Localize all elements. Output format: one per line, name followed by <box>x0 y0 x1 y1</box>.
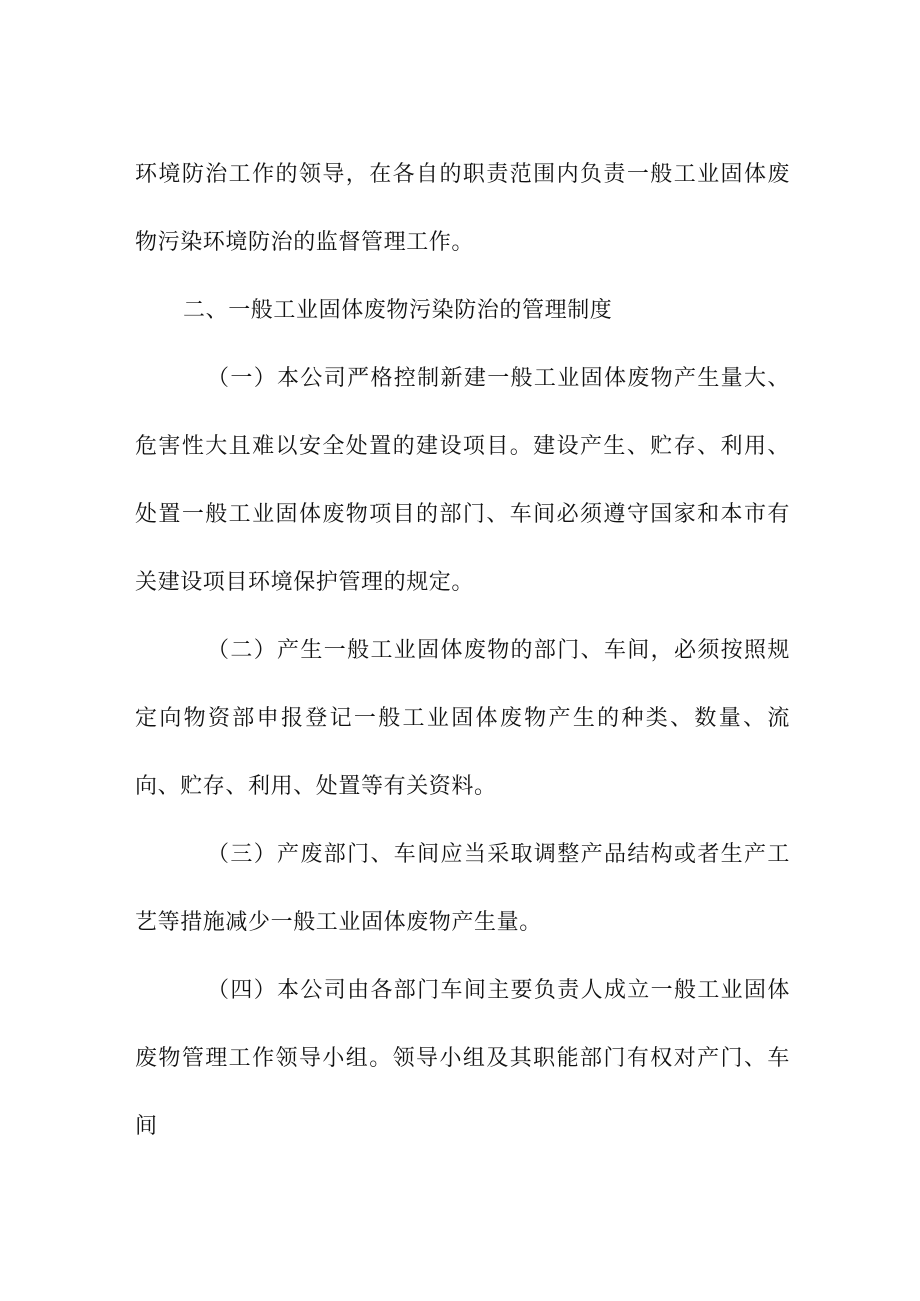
document-body <box>135 141 790 1161</box>
paragraph-continuation: 环境防治工作的领导，在各自的职责范围内负责一般工业固体废物污染环境防治的监督管理工作。 <box>135 162 790 255</box>
paragraph-item-1: （一）本公司严格控制新建一般工业固体废物产生量大、危害性大且难以安全处置的建设项目。建设产生、贮存、利用、处置一般工业固体废物项目的部门、车间必须遵守国家和本市有关建设项目环境保护管理的规定。 <box>135 366 790 595</box>
paragraph-item-2: （二）产生一般工业固体废物的部门、车间，必须按照规定向物资部申报登记一般工业固体废物产生的种类、数量、流向、贮存、利用、处置等有关资料。 <box>135 638 790 799</box>
paragraph-item-3: （三）产废部门、车间应当采取调整产品结构或者生产工艺等措施减少一般工业固体废物产生量。 <box>135 842 790 935</box>
section-heading: 二、一般工业固体废物污染防治的管理制度 <box>183 298 613 323</box>
paragraph-item-4: （四）本公司由各部门车间主要负责人成立一般工业固体废物管理工作领导小组。领导小组及其职能部门有权对产门、车间 <box>135 978 790 1139</box>
